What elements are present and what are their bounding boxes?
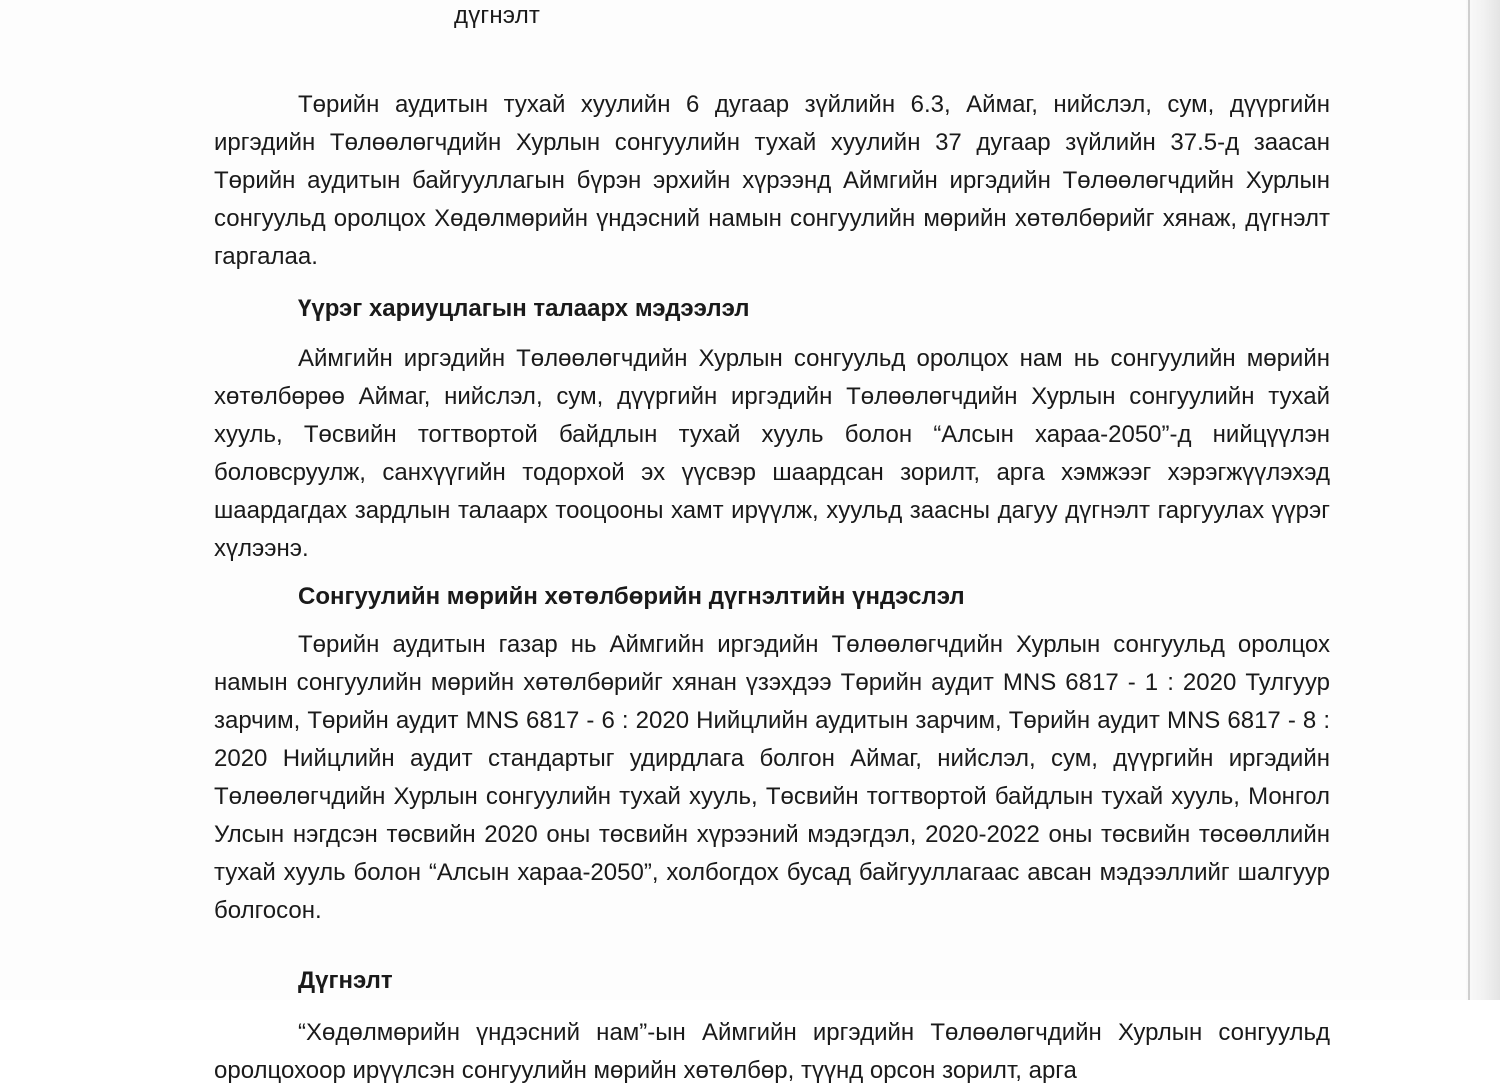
heading-conclusion: Дүгнэлт [298,967,393,994]
heading-basis: Сонгуулийн мөрийн хөтөлбөрийн дүгнэлтийн үндэслэл [298,583,965,610]
paragraph-conclusion: “Хөдөлмөрийн үндэсний нам”-ын Аймгийн иргэдийн Төлөөлөгчдийн Хурлын сонгуульд оролцохоор ирүүлсэн сонгуулийн мөрийн хөтөлбөр, түүнд орсон зорилт, арга [214,1019,1330,1084]
paragraph-responsibility: Аймгийн иргэдийн Төлөөлөгчдийн Хурлын сонгуульд оролцох нам нь сонгуулийн мөрийн хөтөлбөрөө Аймаг, нийслэл, сум, дүүргийн иргэдийн Төлөөлөгчдийн Хурлын сонгуулийн тухай хууль, Төсвийн тогтвортой байдлын тухай хууль болон “Алсын хараа-2050”-д нийцүүлэн боловсруулж, санхүүгийн тодорхой эх үүсвэр шаардсан зорилт, арга хэмжээг хэрэгжүүлэхэд шаардагдах зардлын талаарх тооцооны хамт ирүүлж, хуульд заасны дагуу дүгнэлт гаргуулах үүрэг хүлээнэ. [214,345,1330,562]
document-body [214,86,1330,1090]
previous-title-fragment: дүгнэлт [454,2,541,29]
heading-responsibility: Үүрэг хариуцлагын талаарх мэдээлэл [298,295,750,322]
paragraph-intro: Төрийн аудитын тухай хуулийн 6 дугаар зүйлийн 6.3, Аймаг, нийслэл, сум, дүүргийн иргэдийн Төлөөлөгчдийн Хурлын сонгуулийн тухай хуулийн 37 дугаар зүйлийн 37.5-д заасан Төрийн аудитын байгууллагын бүрэн эрхийн хүрээнд Аймгийн иргэдийн Төлөөлөгчдийн Хурлын сонгуульд оролцох Хөдөлмөрийн үндэсний намын сонгуулийн мөрийн хөтөлбөрийг хянаж, дүгнэлт гаргалаа. [214,91,1330,270]
page-edge-line [1468,0,1470,1000]
page-edge-shadow [1466,0,1500,1000]
paragraph-basis: Төрийн аудитын газар нь Аймгийн иргэдийн Төлөөлөгчдийн Хурлын сонгуульд оролцох намын сонгуулийн мөрийн хөтөлбөрийг хянан үзэхдээ Төрийн аудит MNS 6817 - 1 : 2020 Тулгуур зарчим, Төрийн аудит MNS 6817 - 6 : 2020 Нийцлийн аудитын зарчим, Төрийн аудит MNS 6817 - 8 : 2020 Нийцлийн аудит стандартыг удирдлага болгон Аймаг, нийслэл, сум, дүүргийн иргэдийн Төлөөлөгчдийн Хурлын сонгуулийн тухай хууль, Төсвийн тогтвортой байдлын тухай хууль, Монгол Улсын нэгдсэн төсвийн 2020 оны төсвийн хүрээний мэдэгдэл, 2020-2022 оны төсвийн төсөөллийн тухай хууль болон “Алсын хараа-2050”, холбогдох бусад байгууллагаас авсан мэдээллийг шалгуур болгосон. [214,631,1330,924]
